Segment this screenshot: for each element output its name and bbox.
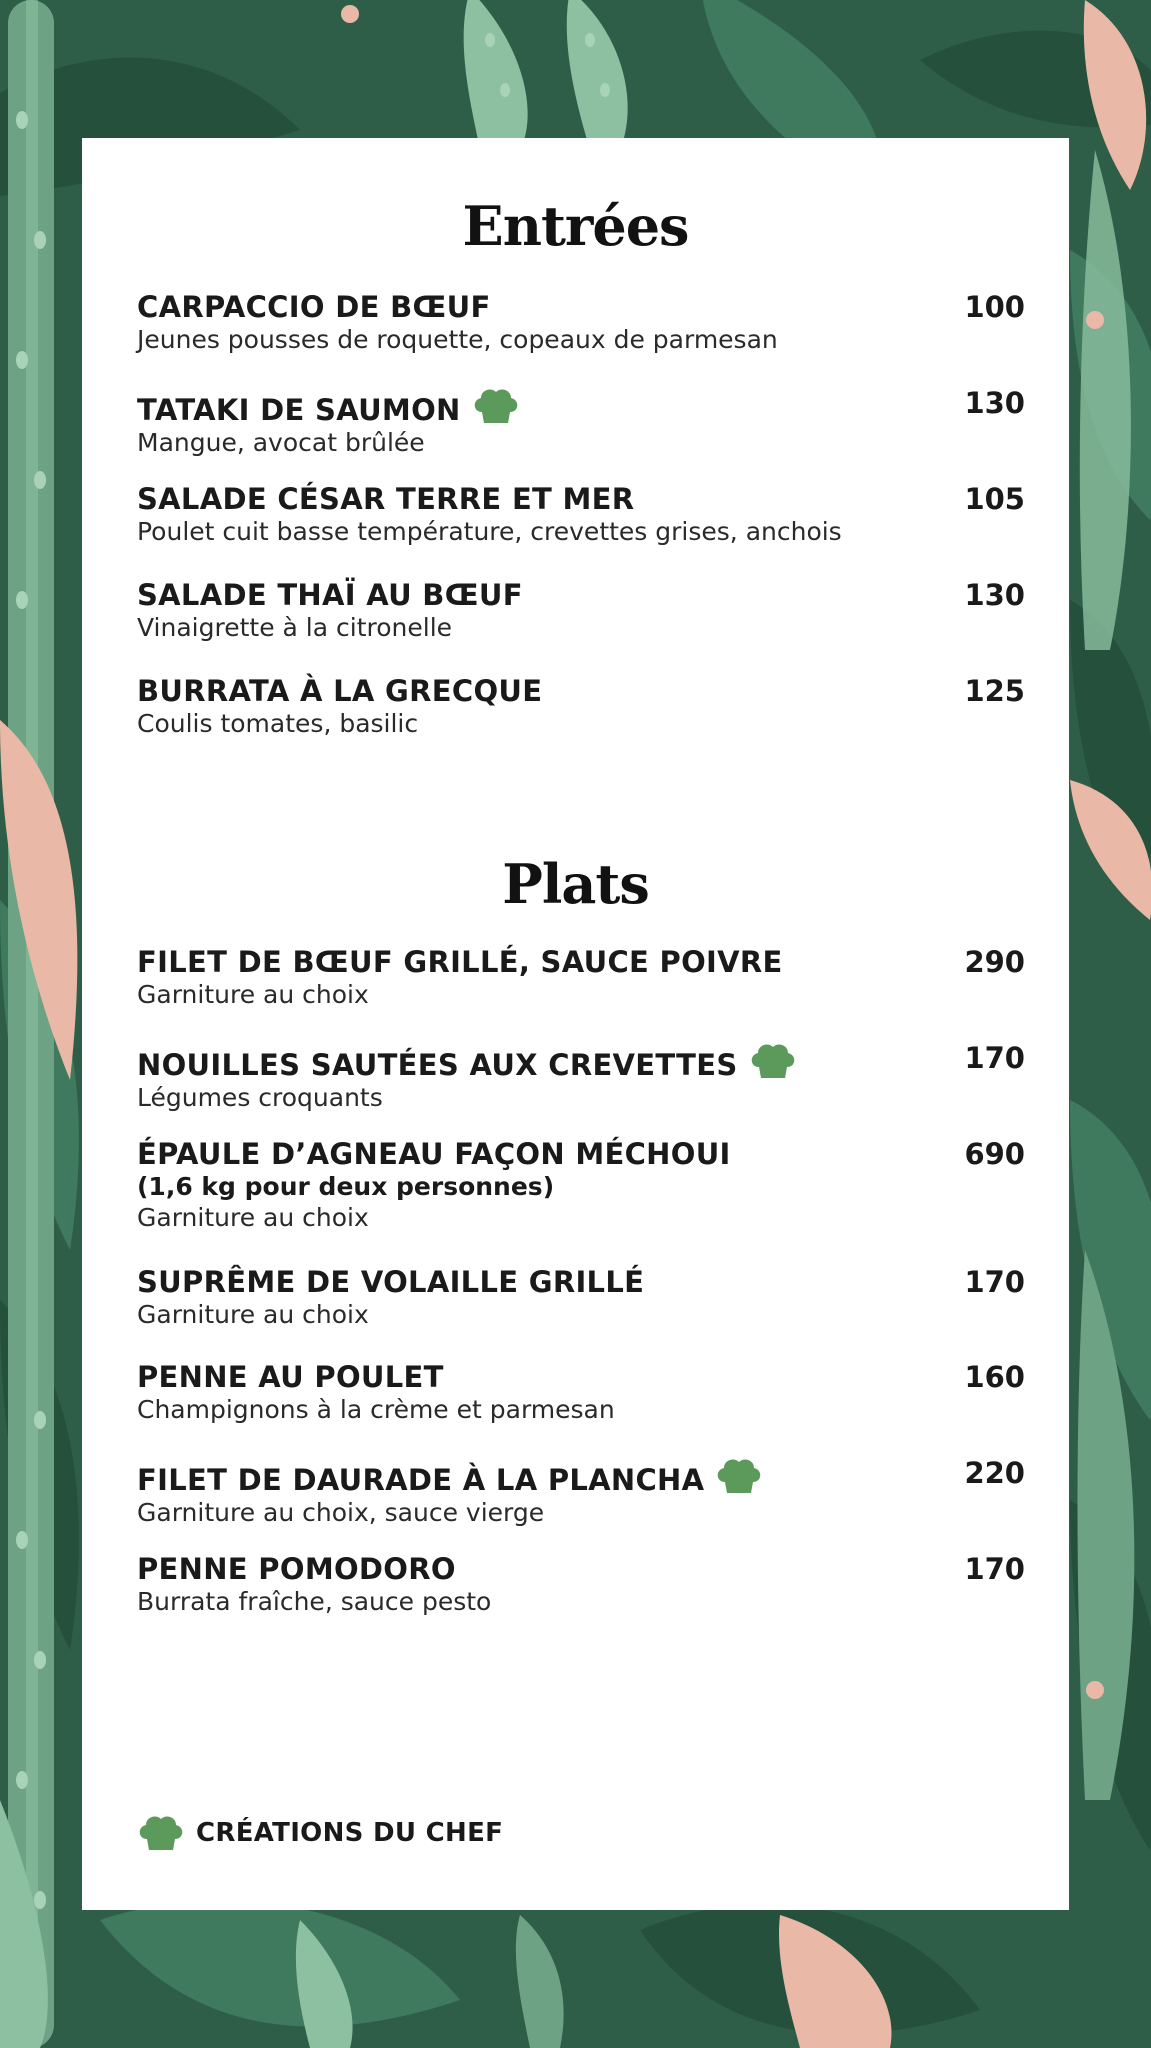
item-name: SALADE CÉSAR TERRE ET MER	[137, 482, 635, 516]
item-name: FILET DE BŒUF GRILLÉ, SAUCE POIVRE	[137, 945, 783, 979]
chef-hat-icon	[471, 386, 521, 426]
item-name: SUPRÊME DE VOLAILLE GRILLÉ	[137, 1265, 645, 1299]
item-name: PENNE AU POULET	[137, 1360, 444, 1394]
item-price: 125	[964, 674, 1025, 708]
item-name: SALADE THAÏ AU BŒUF	[137, 578, 523, 612]
item-description: Légumes croquants	[137, 1083, 383, 1112]
item-price: 690	[964, 1137, 1025, 1171]
menu-item	[137, 674, 1025, 739]
item-description: Coulis tomates, basilic	[137, 709, 419, 738]
item-description: Mangue, avocat brûlée	[137, 428, 425, 457]
item-description: Garniture au choix	[137, 980, 369, 1009]
item-name: PENNE POMODORO	[137, 1552, 456, 1586]
menu-item	[137, 1360, 1025, 1425]
item-description: Champignons à la crème et parmesan	[137, 1395, 615, 1424]
menu-card	[82, 138, 1069, 1910]
item-name: BURRATA À LA GRECQUE	[137, 674, 543, 708]
item-subtitle: (1,6 kg pour deux personnes)	[137, 1172, 555, 1201]
item-price: 290	[964, 945, 1025, 979]
item-price: 160	[964, 1360, 1025, 1394]
item-description: Garniture au choix	[137, 1300, 369, 1329]
item-price: 130	[964, 578, 1025, 612]
menu-item	[137, 578, 1025, 643]
menu-item	[137, 290, 1025, 355]
menu-item	[137, 1265, 1025, 1330]
menu-item	[137, 1552, 1025, 1617]
item-name-row	[137, 386, 1017, 427]
item-name-row	[137, 1456, 1017, 1497]
chef-hat-icon	[748, 1041, 798, 1081]
item-description: Garniture au choix, sauce vierge	[137, 1498, 545, 1527]
item-price: 105	[964, 482, 1025, 516]
item-name: FILET DE DAURADE À LA PLANCHA	[137, 1463, 705, 1497]
entrees-title: Entrées	[462, 194, 689, 258]
item-price: 220	[964, 1456, 1025, 1490]
item-price: 170	[964, 1265, 1025, 1299]
item-name: TATAKI DE SAUMON	[137, 393, 461, 427]
item-price: 170	[964, 1552, 1025, 1586]
menu-item	[137, 1137, 1025, 1233]
menu-item	[137, 386, 1025, 458]
item-description: Jeunes pousses de roquette, copeaux de parmesan	[137, 325, 778, 354]
item-price: 130	[964, 386, 1025, 420]
item-price: 100	[964, 290, 1025, 324]
legend-label: CRÉATIONS DU CHEF	[196, 1818, 504, 1848]
item-description: Garniture au choix	[137, 1203, 369, 1232]
chef-hat-icon	[714, 1456, 764, 1496]
plats-title: Plats	[502, 852, 649, 916]
item-price: 170	[964, 1041, 1025, 1075]
item-description: Burrata fraîche, sauce pesto	[137, 1587, 492, 1616]
item-name: ÉPAULE D’AGNEAU FAÇON MÉCHOUI	[137, 1137, 731, 1171]
item-description: Vinaigrette à la citronelle	[137, 613, 453, 642]
item-name-row	[137, 1041, 1017, 1082]
item-name: NOUILLES SAUTÉES AUX CREVETTES	[137, 1048, 738, 1082]
chef-hat-icon	[136, 1813, 186, 1853]
menu-item	[137, 482, 1025, 547]
item-description: Poulet cuit basse température, crevettes grises, anchois	[137, 517, 842, 546]
menu-item	[137, 945, 1025, 1010]
menu-item	[137, 1041, 1025, 1113]
item-name: CARPACCIO DE BŒUF	[137, 290, 491, 324]
chef-creations-legend	[136, 1811, 503, 1855]
menu-item	[137, 1456, 1025, 1528]
